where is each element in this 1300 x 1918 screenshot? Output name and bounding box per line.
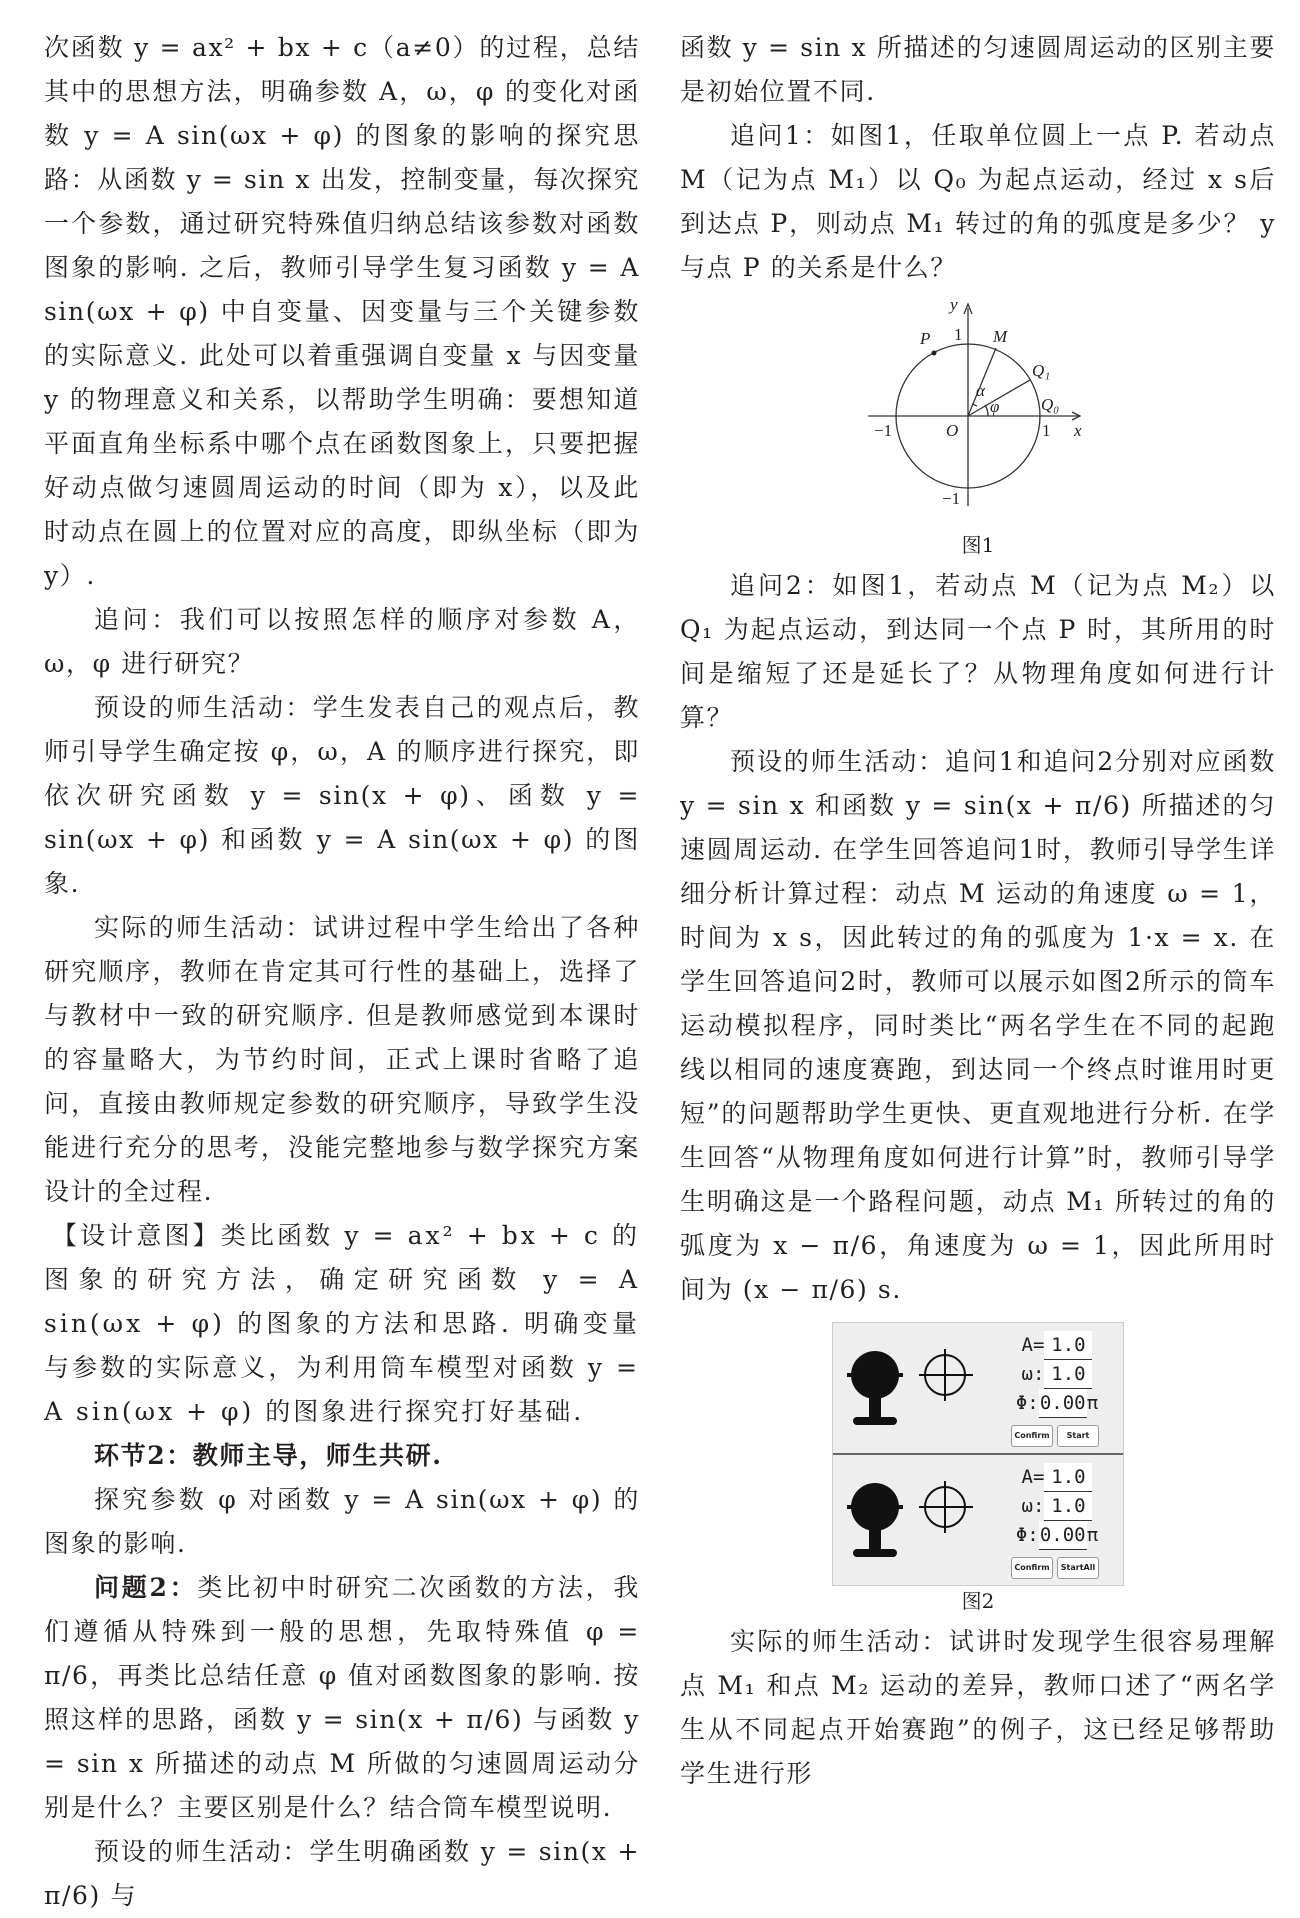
start-button[interactable]: Start xyxy=(1057,1425,1099,1447)
A-label: A= xyxy=(1021,1466,1045,1488)
A-label: A= xyxy=(1021,1334,1045,1356)
omega-label: ω: xyxy=(1021,1495,1045,1517)
pi-unit: π xyxy=(1086,1392,1099,1414)
paragraph: 预设的师生活动：学生明确函数 y = sin(x + π/6) 与 xyxy=(44,1837,640,1910)
confirm-button[interactable]: Confirm xyxy=(1011,1557,1053,1579)
label-neg1-bottom: −1 xyxy=(942,489,961,508)
omega-input[interactable]: 1.0 xyxy=(1044,1492,1092,1521)
paragraph: 追问1：如图1，任取单位圆上一点 P. 若动点 M（记为点 M₁）以 Q₀ 为起点运动，经过 x s后到达点 P，则动点 M₁ 转过的角的弧度是多少？ y 与点 P 的关系是什么？ xyxy=(680,121,1276,282)
figure-2 xyxy=(680,1322,1276,1616)
paragraph: 函数 y = sin x 所描述的匀速圆周运动的区别主要是初始位置不同. xyxy=(680,33,1276,106)
waterwheel-icon xyxy=(833,1323,1003,1453)
phi-label: Φ: xyxy=(1015,1524,1039,1546)
paragraph: 探究参数 φ 对函数 y = A sin(ωx + φ) 的图象的影响. xyxy=(44,1485,640,1558)
left-column xyxy=(44,26,640,1918)
waterwheel-icon xyxy=(833,1455,1003,1585)
design-intent: 【设计意图】类比函数 y = ax² + bx + c 的图象的研究方法，确定研究函数 y = A sin(ωx + φ) 的图象的方法和思路. 明确变量与参数的实际意义，为利用筒车模型对函数 y = A sin(ωx + φ) 的图象进行探究打好基础. xyxy=(44,1221,640,1426)
label-Q1: Q₁ xyxy=(1032,361,1051,380)
figure-1-caption: 图1 xyxy=(961,533,995,557)
A-input[interactable]: 1.0 xyxy=(1044,1331,1092,1360)
problem-text: 类比初中时研究二次函数的方法，我们遵循从特殊到一般的思想，先取特殊值 φ = π/6，再类比总结任意 φ 值对函数图象的影响. 按照这样的思路，函数 y = sin(x + π/6) 与函数 y = sin x 所描述的动点 M 所做的匀速圆周运动分别是什么？主要区别是什么？结合筒车模型说明. xyxy=(44,1573,640,1822)
figure-2-caption: 图2 xyxy=(961,1589,995,1613)
label-O: O xyxy=(946,421,959,440)
omega-label: ω: xyxy=(1021,1363,1045,1385)
paragraph: 次函数 y = ax² + bx + c（a≠0）的过程，总结其中的思想方法，明确参数 A，ω，φ 的变化对函数 y = A sin(ωx + φ) 的图象的影响的探究思路：从函数 y = sin x 出发，控制变量，每次探究一个参数，通过研究特殊值归纳总结该参数对函数图象的影响. 之后，教师引导学生复习函数 y = A sin(ωx + φ) 中自变量、因变量与三个关键参数的实际意义. 此处可以着重强调自变量 x 与因变量 y 的物理意义和关系，以帮助学生明确：要想知道平面直角坐标系中哪个点在函数图象上，只要把握好动点做匀速圆周运动的时间（即为 x），以及此时动点在圆上的位置对应的高度，即纵坐标（即为 y）. xyxy=(44,33,640,590)
paragraph: 预设的师生活动：追问1和追问2分别对应函数 y = sin x 和函数 y = sin(x + π/6) 所描述的匀速圆周运动. 在学生回答追问1时，教师引导学生详细分析计算过程：动点 M 运动的角速度 ω = 1，时间为 x s，因此转过的角的弧度为 1·x = x. 在学生回答追问2时，教师可以展示如图2所示的筒车运动模拟程序，同时类比“两名学生在不同的起跑线以相同的速度赛跑，到达同一个终点时谁用时更短”的问题帮助学生更快、更直观地进行分析. 在学生回答“从物理角度如何进行计算”时，教师引导学生明确这是一个路程问题，动点 M₁ 所转过的角的弧度为 x − π/6，角速度为 ω = 1，因此所用时间为 (x − π/6) s. xyxy=(680,747,1276,1304)
simulator-row xyxy=(833,1455,1123,1585)
problem-2 xyxy=(44,1566,640,1830)
label-x: x xyxy=(1074,421,1082,440)
confirm-button[interactable]: Confirm xyxy=(1011,1425,1053,1447)
phi-input[interactable]: 0.00 xyxy=(1039,1521,1087,1550)
problem-label: 问题2： xyxy=(94,1573,198,1602)
omega-input[interactable]: 1.0 xyxy=(1044,1360,1092,1389)
unit-circle-diagram xyxy=(858,296,1098,526)
pi-unit: π xyxy=(1086,1524,1099,1546)
label-y: y xyxy=(950,296,958,314)
paragraph: 追问：我们可以按照怎样的顺序对参数 A，ω，φ 进行研究？ xyxy=(44,605,640,678)
paragraph: 预设的师生活动：学生发表自己的观点后，教师引导学生确定按 φ，ω，A 的顺序进行探究，即依次研究函数 y = sin(x + φ)、函数 y = sin(ωx + φ) 和函数 y = A sin(ωx + φ) 的图象. xyxy=(44,693,640,898)
section-heading: 环节2：教师主导，师生共研. xyxy=(94,1441,443,1470)
phi-label: Φ: xyxy=(1015,1392,1039,1414)
phi-input[interactable]: 0.00 xyxy=(1039,1389,1087,1418)
waterwheel-simulator xyxy=(832,1322,1124,1586)
paragraph: 追问2：如图1，若动点 M（记为点 M₂）以 Q₁ 为起点运动，到达同一个点 P 时，其所用的时间是缩短了还是延长了？从物理角度如何进行计算？ xyxy=(680,571,1276,732)
label-neg1-left: −1 xyxy=(874,421,893,440)
label-1-right: 1 xyxy=(1042,421,1051,440)
parameter-panel xyxy=(1011,1331,1103,1447)
start-all-button[interactable]: StartAll xyxy=(1057,1557,1099,1579)
label-M: M xyxy=(993,327,1008,346)
paragraph: 实际的师生活动：试讲时发现学生很容易理解点 M₁ 和点 M₂ 运动的差异，教师口述了“两名学生从不同起点开始赛跑”的例子，这已经足够帮助学生进行形 xyxy=(680,1627,1276,1788)
label-phi: φ xyxy=(990,397,1000,416)
paragraph: 实际的师生活动：试讲过程中学生给出了各种研究顺序，教师在肯定其可行性的基础上，选择了与教材中一致的研究顺序. 但是教师感觉到本课时的容量略大，为节约时间，正式上课时省略了追问，直接由教师规定参数的研究顺序，导致学生没能进行充分的思考，没能完整地参与数学探究方案设计的全过程. xyxy=(44,913,640,1206)
A-input[interactable]: 1.0 xyxy=(1044,1463,1092,1492)
label-1-top: 1 xyxy=(954,325,963,344)
right-column xyxy=(680,26,1276,1796)
label-P: P xyxy=(920,329,931,348)
point-P xyxy=(932,351,937,356)
parameter-panel xyxy=(1011,1463,1103,1579)
simulator-row xyxy=(833,1323,1123,1455)
label-alpha: α xyxy=(976,381,985,400)
figure-1 xyxy=(680,296,1276,560)
label-Q0: Q₀ xyxy=(1041,395,1060,414)
